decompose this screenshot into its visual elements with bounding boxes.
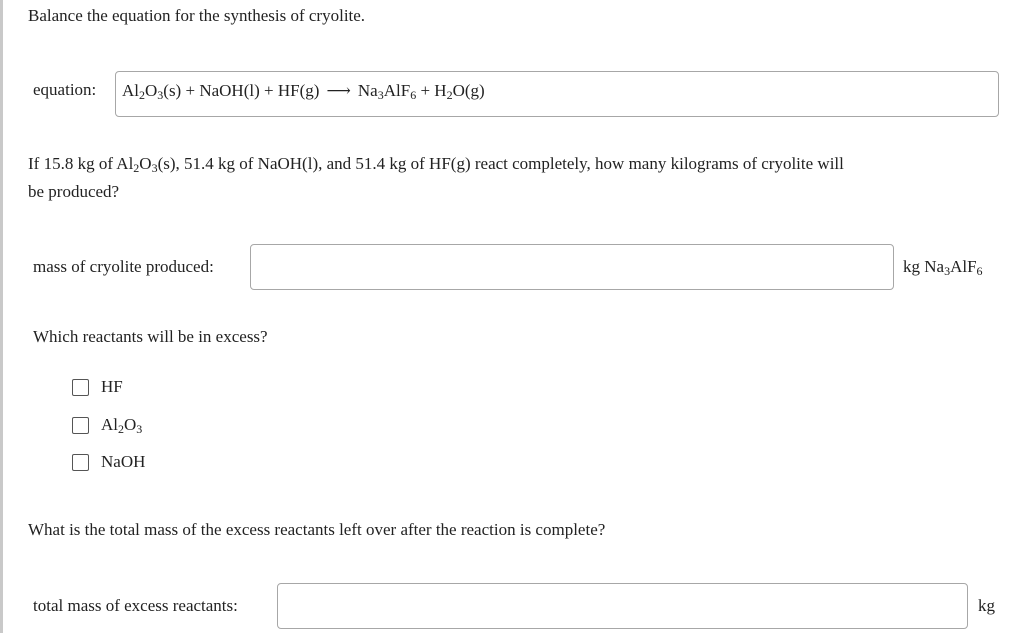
question-text: If 15.8 kg of $Al_2O_3(s)$, 51.4 kg of NaOH(l), and 51.4 kg of HF(g) react completely, how many kilograms of cryolite will be produced? xyxy=(28,154,844,201)
reaction-arrow-icon: ⟶ xyxy=(326,81,351,100)
mass-cryolite-unit: kg $Na_3AlF_6$ xyxy=(903,257,983,278)
checkbox-hf[interactable] xyxy=(72,379,89,396)
leftover-question: What is the total mass of the excess reactants left over after the reaction is complete? xyxy=(28,520,606,539)
checkbox-naoh[interactable] xyxy=(72,454,89,471)
prompt-text: Balance the equation for the synthesis of cryolite. xyxy=(28,6,366,25)
total-excess-input[interactable] xyxy=(277,583,968,629)
total-excess-label: total mass of excess reactants: xyxy=(33,596,238,615)
option-naoh-label: NaOH xyxy=(101,452,146,471)
option-hf[interactable] xyxy=(72,376,123,398)
equation-input[interactable] xyxy=(115,71,999,117)
option-al2o3[interactable] xyxy=(72,414,142,436)
option-naoh[interactable] xyxy=(72,451,145,473)
option-hf-label: HF xyxy=(101,377,123,396)
equation-label: equation: xyxy=(33,80,97,99)
equation-text: $Al_2O_3(s)$ + NaOH(l) + HF(g) ⟶ $Na_3AlF_6 + H_2O(g)$ xyxy=(122,81,485,102)
checkbox-al2o3[interactable] xyxy=(72,417,89,434)
mass-cryolite-input[interactable] xyxy=(250,244,894,290)
option-al2o3-label: $Al_2O_3$ xyxy=(101,415,143,436)
left-border xyxy=(0,0,3,633)
mass-cryolite-label: mass of cryolite produced: xyxy=(33,257,214,276)
total-excess-unit: kg xyxy=(978,596,995,615)
excess-question: Which reactants will be in excess? xyxy=(33,327,268,346)
